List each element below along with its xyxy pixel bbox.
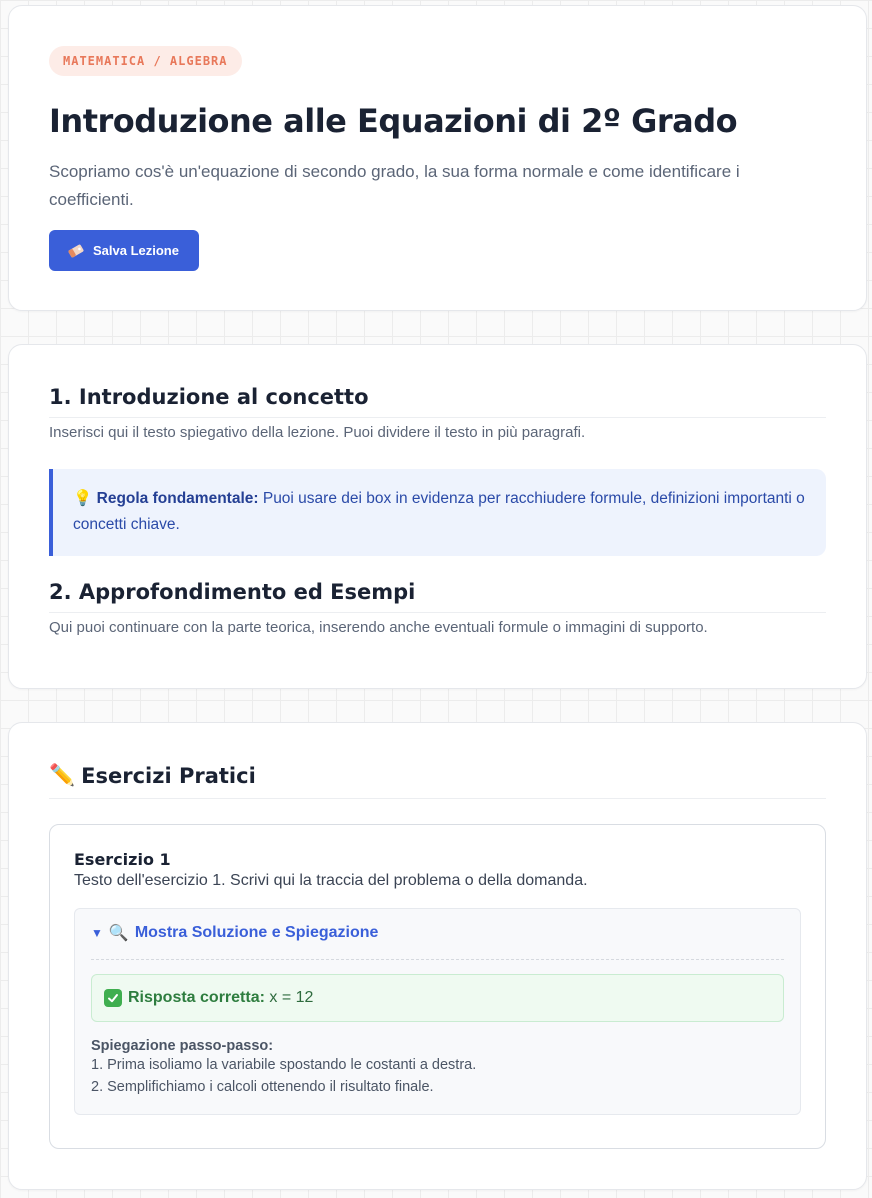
save-lesson-label: Salva Lezione	[93, 243, 179, 258]
answer-label: Risposta corretta:	[128, 989, 265, 1006]
show-solution-label: Mostra Soluzione e Spiegazione	[134, 924, 379, 941]
show-solution-toggle[interactable]	[91, 923, 784, 960]
magnifier-icon: 🔍	[108, 925, 129, 942]
solution-panel	[74, 908, 801, 1115]
exercise-card	[49, 824, 826, 1149]
category-tag: MATEMATICA / ALGEBRA	[49, 46, 242, 76]
page-title: Introduzione alle Equazioni di 2º Grado	[49, 102, 738, 140]
answer-value: x = 12	[264, 989, 314, 1006]
pencil-icon: ✏️	[49, 763, 76, 787]
check-icon	[104, 989, 122, 1007]
lesson-header-card	[8, 5, 867, 311]
exercises-title	[49, 763, 826, 799]
callout-box	[49, 469, 826, 556]
section-text-intro: Inserisci qui il testo spiegativo della lezione. Puoi dividere il testo in più paragrafi.	[49, 424, 586, 441]
callout-text: Puoi usare dei box in evidenza per racchiudere formule, definizioni importanti o concetti chiave.	[73, 490, 805, 533]
exercise-text: Testo dell'esercizio 1. Scrivi qui la traccia del problema o della domanda.	[74, 872, 588, 889]
callout-label: Regola fondamentale:	[96, 490, 259, 507]
steps-title: Spiegazione passo-passo:	[91, 1038, 274, 1054]
exercises-title-label: Esercizi Pratici	[81, 763, 256, 788]
disclosure-triangle-icon: ▼	[91, 926, 103, 940]
lightbulb-icon: 💡	[73, 490, 93, 507]
page-subtitle: Scopriamo cos'è un'equazione di secondo grado, la sua forma normale e come identificare i coefficienti.	[49, 162, 740, 209]
lesson-content-card	[8, 344, 867, 689]
exercise-name: Esercizio 1	[74, 850, 171, 869]
section-text-examples: Qui puoi continuare con la parte teorica, inserendo anche eventuali formule o immagini di supporto.	[49, 619, 708, 636]
section-title-intro: 1. Introduzione al concetto	[49, 385, 826, 418]
step-item: 1. Prima isoliamo la variabile spostando le costanti a destra.	[91, 1057, 477, 1073]
save-lesson-button[interactable]	[49, 230, 199, 271]
section-title-examples: 2. Approfondimento ed Esempi	[49, 580, 826, 613]
tag-icon	[67, 243, 85, 259]
exercises-card	[8, 722, 867, 1190]
answer-box	[91, 974, 784, 1022]
step-item: 2. Semplifichiamo i calcoli ottenendo il risultato finale.	[91, 1079, 434, 1095]
